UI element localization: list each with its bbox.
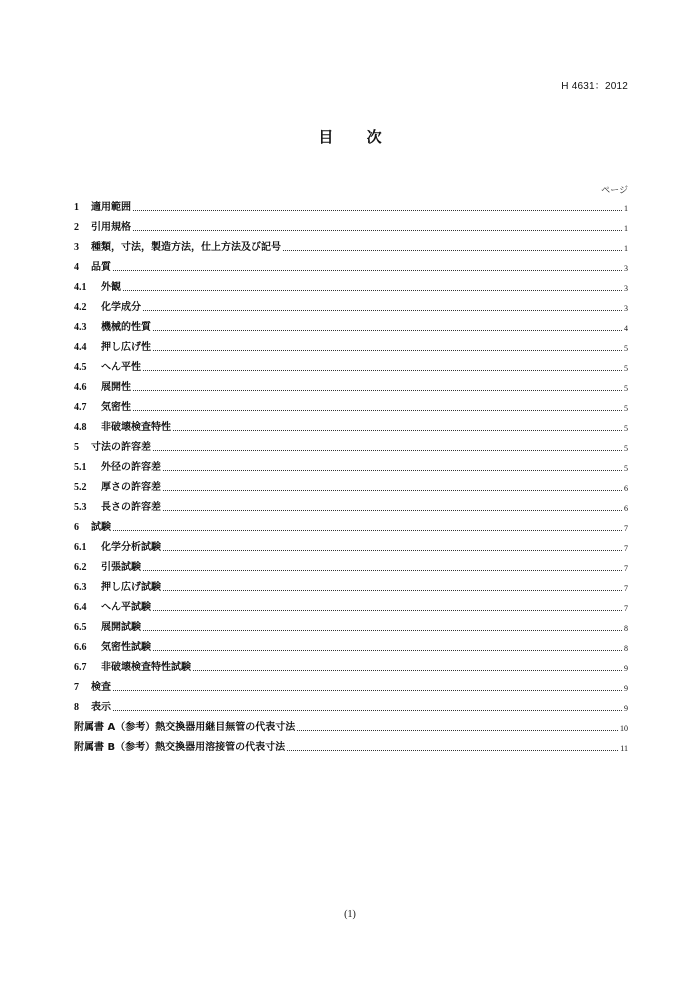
toc-dot-leader <box>143 629 622 631</box>
toc-entry-page: 3 <box>624 284 628 293</box>
toc-dot-leader <box>123 289 622 291</box>
toc-entry[interactable] <box>74 377 628 397</box>
toc-entry-page: 1 <box>624 224 628 233</box>
toc-entry-number: 1 <box>74 202 79 213</box>
toc-entry-number: 4.3 <box>74 322 87 333</box>
toc-entry-number: 5 <box>74 442 79 453</box>
toc-dot-leader <box>153 609 622 611</box>
toc-entry[interactable] <box>74 317 628 337</box>
toc-entry-page: 5 <box>624 464 628 473</box>
toc-dot-leader <box>133 409 622 411</box>
toc-dot-leader <box>113 689 622 691</box>
toc-entry-number: 5.2 <box>74 482 87 493</box>
toc-entry-page: 8 <box>624 624 628 633</box>
toc-entry-page: 5 <box>624 364 628 373</box>
toc-entry-page: 8 <box>624 644 628 653</box>
toc-entry[interactable] <box>74 497 628 517</box>
toc-entry[interactable] <box>74 337 628 357</box>
toc-entry-label: 展開性 <box>101 382 131 393</box>
toc-dot-leader <box>163 469 622 471</box>
toc-entry-page: 9 <box>624 684 628 693</box>
toc-entry-label: 引用規格 <box>91 222 131 233</box>
toc-entry-page: 11 <box>620 744 628 753</box>
toc-entry-page: 6 <box>624 484 628 493</box>
toc-entry-number: 6.4 <box>74 602 87 613</box>
toc-entry[interactable] <box>74 637 628 657</box>
toc-entry-number: 6.7 <box>74 662 87 673</box>
toc-entry[interactable] <box>74 437 628 457</box>
toc-entry-number: 7 <box>74 682 79 693</box>
toc-entry-label: 厚さの許容差 <box>101 482 161 493</box>
toc-entry-page: 5 <box>624 424 628 433</box>
toc-entry-number: 6.2 <box>74 562 87 573</box>
toc-entry-page: 5 <box>624 344 628 353</box>
toc-dot-leader <box>163 489 622 491</box>
toc-dot-leader <box>163 589 622 591</box>
toc-dot-leader <box>153 349 622 351</box>
toc-entry[interactable] <box>74 557 628 577</box>
toc-entry-page: 1 <box>624 244 628 253</box>
toc-entry-label: 試験 <box>91 522 111 533</box>
toc-entry-number: 6.5 <box>74 622 87 633</box>
toc-entry-label: 品質 <box>91 262 111 273</box>
toc-entry[interactable] <box>74 277 628 297</box>
toc-entry-number: 4.7 <box>74 402 87 413</box>
toc-entry-number: 5.3 <box>74 502 87 513</box>
page-column-label: ページ <box>601 186 628 196</box>
toc-entry-label: 気密性試験 <box>101 642 151 653</box>
toc-entry-number: 4.2 <box>74 302 87 313</box>
toc-entry-label: 附属書 B（参考）熱交換器用溶接管の代表寸法 <box>74 742 286 753</box>
toc-entry-label: 非破壊検査特性試験 <box>101 662 191 673</box>
toc-entry[interactable] <box>74 457 628 477</box>
toc-dot-leader <box>113 709 622 711</box>
toc-entry-label: 機械的性質 <box>101 322 151 333</box>
toc-entry-number: 2 <box>74 222 79 233</box>
toc-entry[interactable] <box>74 237 628 257</box>
toc-dot-leader <box>133 209 622 211</box>
toc-dot-leader <box>153 329 622 331</box>
toc-entry-label: 寸法の許容差 <box>91 442 151 453</box>
toc-entry-page: 3 <box>624 264 628 273</box>
toc-entry-label: 展開試験 <box>101 622 141 633</box>
toc-entry[interactable] <box>74 197 628 217</box>
toc-entry[interactable] <box>74 217 628 237</box>
toc-dot-leader <box>163 549 622 551</box>
toc-entry-label: 引張試験 <box>101 562 141 573</box>
toc-dot-leader <box>113 529 622 531</box>
toc-entry-label: 適用範囲 <box>91 202 131 213</box>
toc-dot-leader <box>153 449 622 451</box>
toc-dot-leader <box>143 369 622 371</box>
toc-entry-number: 4 <box>74 262 79 273</box>
toc-entry-label: 種類，寸法，製造方法，仕上方法及び記号 <box>91 242 281 253</box>
toc-dot-leader <box>153 649 622 651</box>
toc-entry[interactable] <box>74 697 628 717</box>
toc-entry-label: 長さの許容差 <box>101 502 161 513</box>
toc-entry-label: 気密性 <box>101 402 131 413</box>
toc-entry-number: 6.1 <box>74 542 87 553</box>
toc-entry-page: 9 <box>624 664 628 673</box>
toc-dot-leader <box>143 569 622 571</box>
toc-entry[interactable] <box>74 737 628 757</box>
toc-entry-page: 7 <box>624 524 628 533</box>
toc-entry-number: 3 <box>74 242 79 253</box>
toc-entry[interactable] <box>74 357 628 377</box>
toc-entry-label: へん平試験 <box>101 602 151 613</box>
toc-entry-label: 表示 <box>91 702 111 713</box>
toc-entry-number: 4.6 <box>74 382 87 393</box>
toc-title: 目 次 <box>318 128 396 146</box>
toc-list <box>74 197 628 757</box>
toc-entry-page: 5 <box>624 444 628 453</box>
toc-entry-page: 10 <box>620 724 628 733</box>
toc-entry-number: 4.4 <box>74 342 87 353</box>
toc-entry[interactable] <box>74 537 628 557</box>
toc-entry-page: 9 <box>624 704 628 713</box>
toc-entry-number: 4.5 <box>74 362 87 373</box>
toc-entry-label: 検査 <box>91 682 111 693</box>
footer-page-number: (1) <box>344 909 356 920</box>
toc-entry-page: 5 <box>624 404 628 413</box>
toc-dot-leader <box>297 729 618 731</box>
toc-entry-label: 押し広げ試験 <box>101 582 161 593</box>
toc-entry[interactable] <box>74 417 628 437</box>
toc-entry-page: 3 <box>624 304 628 313</box>
toc-entry-label: 外径の許容差 <box>101 462 161 473</box>
toc-dot-leader <box>173 429 622 431</box>
toc-entry-page: 5 <box>624 384 628 393</box>
toc-entry-page: 7 <box>624 544 628 553</box>
toc-entry-number: 6.3 <box>74 582 87 593</box>
toc-entry-page: 7 <box>624 604 628 613</box>
toc-entry[interactable] <box>74 597 628 617</box>
toc-dot-leader <box>133 389 622 391</box>
toc-entry-label: 押し広げ性 <box>101 342 151 353</box>
toc-entry-number: 4.8 <box>74 422 87 433</box>
toc-entry-page: 7 <box>624 564 628 573</box>
toc-entry[interactable] <box>74 617 628 637</box>
toc-entry[interactable] <box>74 517 628 537</box>
toc-entry[interactable] <box>74 577 628 597</box>
toc-entry-label: 外観 <box>101 282 121 293</box>
toc-entry-page: 6 <box>624 504 628 513</box>
toc-entry-label: 非破壊検査特性 <box>101 422 171 433</box>
toc-entry[interactable] <box>74 297 628 317</box>
toc-dot-leader <box>287 749 618 751</box>
toc-entry-page: 1 <box>624 204 628 213</box>
toc-entry-number: 5.1 <box>74 462 87 473</box>
toc-entry[interactable] <box>74 657 628 677</box>
toc-entry-label: 附属書 A（参考）熱交換器用継目無管の代表寸法 <box>74 722 296 733</box>
toc-entry-page: 4 <box>624 324 628 333</box>
toc-entry-number: 6 <box>74 522 79 533</box>
toc-entry-page: 7 <box>624 584 628 593</box>
toc-dot-leader <box>133 229 622 231</box>
toc-entry-number: 4.1 <box>74 282 87 293</box>
toc-entry[interactable] <box>74 717 628 737</box>
toc-dot-leader <box>163 509 622 511</box>
toc-entry[interactable] <box>74 677 628 697</box>
toc-entry[interactable] <box>74 477 628 497</box>
toc-dot-leader <box>143 309 622 311</box>
toc-entry-label: 化学成分 <box>101 302 141 313</box>
toc-entry-label: へん平性 <box>101 362 141 373</box>
toc-dot-leader <box>283 249 622 251</box>
toc-entry[interactable] <box>74 397 628 417</box>
toc-dot-leader <box>193 669 622 671</box>
toc-entry-number: 6.6 <box>74 642 87 653</box>
document-code: H 4631：2012 <box>561 81 628 92</box>
toc-entry[interactable] <box>74 257 628 277</box>
toc-entry-label: 化学分析試験 <box>101 542 161 553</box>
toc-entry-number: 8 <box>74 702 79 713</box>
toc-dot-leader <box>113 269 622 271</box>
